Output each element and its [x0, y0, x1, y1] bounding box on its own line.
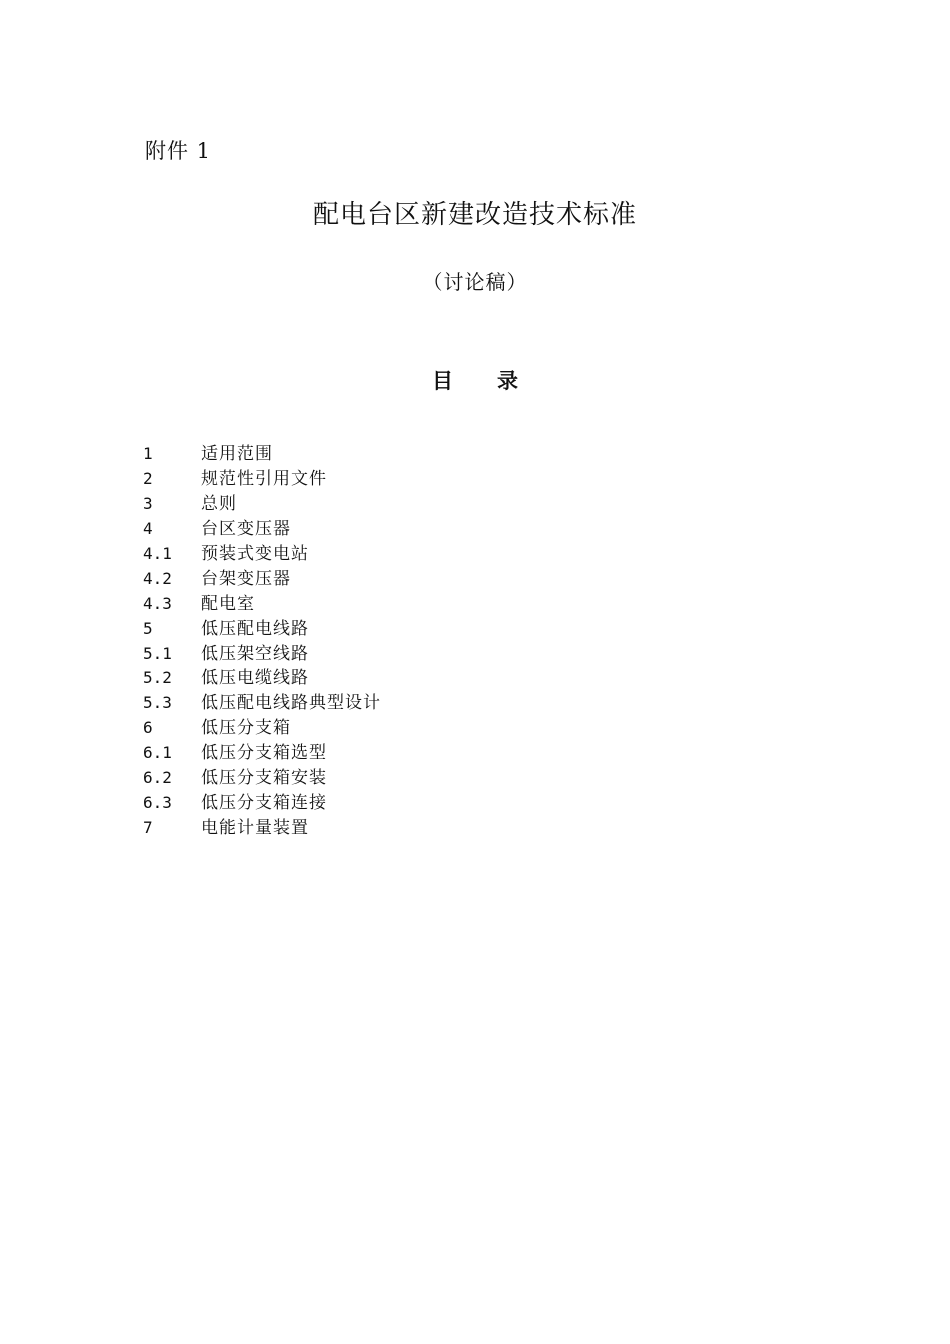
toc-item-label: 总则	[201, 494, 237, 515]
toc-item-number: 6.3	[143, 792, 172, 812]
toc-item	[143, 467, 381, 492]
toc-item-label: 电能计量装置	[201, 817, 309, 838]
toc-item-label: 低压分支箱	[201, 718, 291, 739]
toc-item-label: 低压分支箱连接	[201, 792, 327, 813]
toc-item-number: 7	[143, 817, 153, 837]
toc-item-number: 6.1	[143, 743, 172, 763]
toc-item	[143, 492, 381, 517]
toc-heading: 目录	[432, 368, 562, 393]
document-title: 配电台区新建改造技术标准	[312, 200, 637, 230]
toc-item-label: 预装式变电站	[201, 544, 309, 564]
toc-item-number: 4.1	[143, 544, 172, 563]
attachment-label: 附件 1	[145, 139, 212, 163]
toc-item	[143, 691, 381, 716]
toc-item	[143, 790, 381, 815]
toc-item	[143, 517, 381, 542]
toc-item-label: 台架变压器	[201, 568, 291, 589]
table-of-contents	[143, 442, 381, 840]
toc-item	[143, 566, 381, 591]
toc-item-label: 低压分支箱安装	[201, 768, 327, 789]
toc-item-number: 4.3	[143, 593, 172, 613]
toc-item	[143, 716, 381, 741]
toc-item-label: 配电室	[201, 593, 255, 614]
toc-item-number: 6	[143, 718, 153, 738]
toc-item-label: 低压配电线路	[201, 618, 309, 639]
toc-item-number: 4.2	[143, 568, 172, 588]
toc-item-label: 台区变压器	[201, 519, 291, 540]
toc-item-number: 3	[143, 494, 153, 514]
toc-item	[143, 815, 381, 840]
toc-item	[143, 766, 381, 791]
toc-item	[143, 442, 381, 467]
toc-item-label: 规范性引用文件	[201, 469, 327, 490]
toc-item-number: 2	[143, 469, 153, 489]
toc-item-number: 5	[143, 618, 153, 638]
toc-item	[143, 542, 381, 567]
toc-item-number: 5.3	[143, 693, 172, 713]
toc-item-number: 1	[143, 444, 153, 464]
toc-item-label: 低压电缆线路	[201, 668, 309, 689]
toc-item-label: 低压配电线路典型设计	[201, 693, 381, 714]
toc-item-number: 5.2	[143, 668, 172, 688]
toc-item	[143, 666, 381, 691]
toc-item-number: 5.1	[143, 643, 172, 663]
toc-item	[143, 641, 381, 666]
document-subtitle: （讨论稿）	[422, 270, 528, 294]
toc-item-label: 低压分支箱选型	[201, 743, 327, 764]
toc-item	[143, 591, 381, 616]
toc-item-number: 4	[143, 519, 153, 539]
toc-item-label: 适用范围	[201, 444, 273, 465]
toc-item-label: 低压架空线路	[201, 643, 309, 664]
toc-item-number: 6.2	[143, 768, 172, 788]
toc-item	[143, 616, 381, 641]
toc-item	[143, 741, 381, 766]
